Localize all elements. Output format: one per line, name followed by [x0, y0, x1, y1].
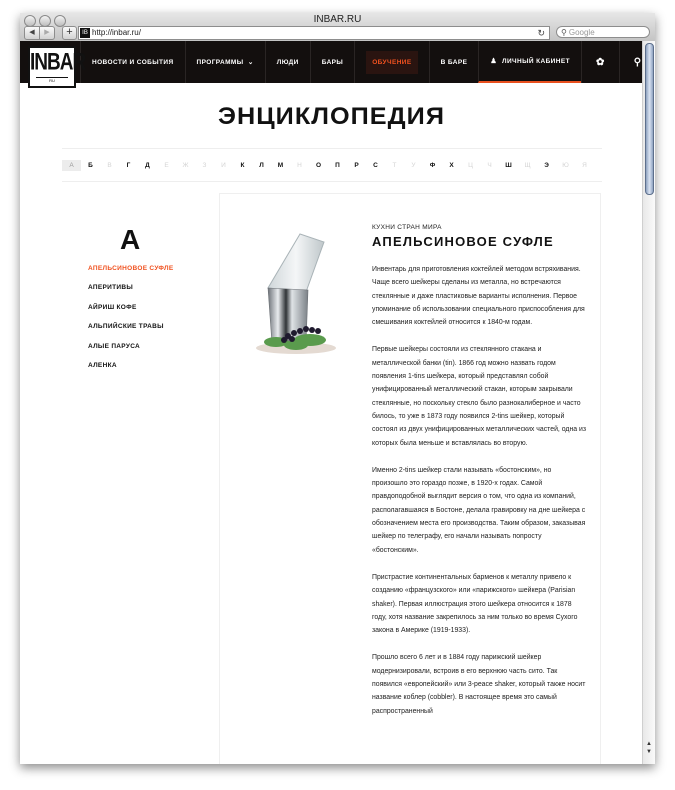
current-letter-heading: А [120, 224, 141, 255]
entry-link[interactable]: АЙРИШ КОФЕ [88, 303, 137, 311]
alphabet-letter: З [202, 161, 207, 169]
alphabet-letter: Ч [487, 161, 492, 169]
address-bar[interactable] [78, 26, 550, 40]
alphabet-letter: Щ [524, 161, 531, 169]
browser-toolbar [20, 26, 655, 41]
article-paragraph: Пристрастие континентальных барменов к металлу привело к созданию «французского» или «парижского» шейкера (Parisian shaker). Первая иллюстрация этого шейкера относится к 1878 году, хотя название закрепилось за ним только во время Сухого закона в Америке (1919-1933). [372, 573, 578, 635]
article-paragraph: Первые шейкеры состояли из стеклянного стакана и металлической банки (tin). 1866 год можно назвать годом появления 1-tins шейкера, который представлял собой унифицированный металлический стакан, которым закрывали стеклянные, но поскольку стекло было разнокалиберное и часто билось, то уже в 1873 году появился 2-tins шейкер, который состоял из двух унифицированных металлических частей, одна из которых была меньше и вставлялась во вторую. [372, 346, 587, 447]
alphabet-letter[interactable]: Д [145, 161, 150, 169]
logo-text: INBAR [30, 49, 86, 76]
entry-link[interactable]: АПЕРИТИВЫ [88, 284, 134, 292]
shaker-illustration [248, 226, 344, 356]
page-title: ЭНЦИКЛОПЕДИЯ [217, 103, 445, 130]
alphabet-letter[interactable]: Б [88, 161, 93, 169]
browser-search-input[interactable] [556, 26, 650, 38]
alphabet-letter: Т [392, 161, 397, 169]
nav-item-people[interactable] [265, 41, 310, 83]
add-bookmark-button[interactable]: + [62, 26, 77, 40]
nav-label: ПРОГРАММЫ [196, 58, 244, 66]
entry-link[interactable]: АЛЫЕ ПАРУСА [88, 342, 141, 350]
article-card [219, 193, 601, 764]
search-placeholder: Google [568, 28, 595, 37]
alphabet-letter[interactable]: С [373, 161, 378, 169]
alphabet-letter[interactable]: А [62, 160, 81, 171]
logo-subtext: RU [36, 77, 68, 84]
scrollbar-thumb[interactable] [645, 43, 654, 195]
alphabet-letter[interactable]: П [335, 161, 340, 169]
nav-label: БАРЫ [321, 58, 344, 66]
search-icon: ⚲ [633, 56, 642, 68]
alphabet-letter[interactable]: Г [126, 161, 131, 169]
nav-item-programs[interactable] [185, 41, 265, 83]
gear-icon: ✿ [595, 56, 605, 68]
vertical-scrollbar[interactable] [642, 41, 655, 764]
alphabet-letter[interactable]: Х [449, 161, 454, 169]
reload-icon[interactable]: ↻ [537, 28, 545, 38]
alphabet-letter: Н [297, 161, 302, 169]
article-category: КУХНИ СТРАН МИРА [372, 224, 442, 231]
entry-link[interactable]: АЛЬПИЙСКИЕ ТРАВЫ [88, 323, 164, 331]
nav-item-account[interactable] [478, 41, 581, 83]
alphabet-letter[interactable]: О [315, 161, 322, 169]
article-paragraph: Именно 2-tins шейкер стали называть «бостонским», но произошло это гораздо позже, в 1920-х годах. Самой правдоподобной выглядит версия о том, что одна из компаний, располагавшаяся в Бостоне, делала гравировку на дне шейкера с обозначением места его производства. Таким образом, заказывая шейкер по телеграфу, его начали называть попросту «бостонским». [372, 466, 586, 554]
site-favicon-icon: IB [80, 28, 90, 38]
entry-list [88, 265, 174, 381]
article-paragraph: Прошло всего 6 лет и в 1884 году парижский шейкер модернизировали, встроив в его верхнюю часть сито. Так появился «европейский» или 3-peace shaker, который также носит название коблер (cobbler). В настоящее время это самый распространенный [372, 654, 586, 715]
url-text: http://inbar.ru/ [92, 28, 141, 37]
entry-link[interactable]: АЛЕНКА [88, 361, 117, 369]
alphabet-letter[interactable]: К [240, 161, 245, 169]
article-paragraph: Инвентарь для приготовления коктейлей методом встряхивания. Чаще всего шейкеры сделаны из металла, но встречаются стеклянные и даже пластиковые варианты исполнения. Первое упоминание об использовании специального приспособления для смешивания коктейлей относится к 1840-м годам. [372, 266, 585, 327]
nav-item-in-bar[interactable] [429, 41, 479, 83]
nav-label: ОБУЧЕНИЕ [366, 51, 417, 74]
entry-link[interactable]: АПЕЛЬСИНОВОЕ СУФЛЕ [88, 265, 174, 272]
back-button[interactable]: ◀ [24, 26, 40, 40]
nav-item-news[interactable] [80, 41, 185, 83]
nav-label: В БАРЕ [440, 58, 468, 66]
browser-window [20, 13, 655, 764]
glass-icon [268, 234, 324, 292]
alphabet-letter: У [411, 161, 416, 169]
alphabet-letter: Ж [182, 161, 189, 169]
chevron-down-icon: ⌄ [247, 59, 254, 66]
article [372, 224, 587, 718]
site-navigation [20, 41, 643, 83]
article-title: АПЕЛЬСИНОВОЕ СУФЛЕ [372, 234, 554, 249]
nav-item-education[interactable] [354, 41, 428, 83]
alphabet-letter[interactable]: М [277, 161, 284, 169]
nav-label: НОВОСТИ И СОБЫТИЯ [92, 58, 174, 66]
forward-button[interactable]: ▶ [40, 26, 55, 40]
alphabet-letter: Ю [562, 161, 569, 169]
alphabet-letter: И [221, 161, 226, 169]
alphabet-letter[interactable]: Э [544, 161, 549, 169]
site-logo[interactable] [28, 46, 86, 88]
settings-button[interactable] [581, 41, 619, 83]
alphabet-letter[interactable]: Ф [429, 161, 436, 169]
alphabet-letter: Ц [468, 161, 473, 169]
search-icon: ⚲ [561, 28, 567, 37]
alphabet-letter: Е [164, 161, 169, 169]
window-title: INBAR.RU [313, 14, 362, 25]
page-viewport [20, 41, 643, 764]
alphabet-letter[interactable]: Р [354, 161, 359, 169]
browser-titlebar [20, 13, 655, 41]
nav-item-bars[interactable] [310, 41, 354, 83]
nav-label: ЛИЧНЫЙ КАБИНЕТ [502, 57, 570, 65]
user-icon: ♟ [490, 58, 497, 65]
alphabet-letter: Я [582, 161, 587, 169]
alphabet-letter[interactable]: Ш [505, 161, 512, 169]
nav-label: ЛЮДИ [276, 58, 299, 66]
site-search-button[interactable] [619, 41, 643, 83]
alphabet-letter: В [107, 161, 112, 169]
scroll-arrows[interactable]: ▲ ▼ [646, 741, 652, 755]
alphabet-filter [62, 148, 602, 182]
alphabet-letter[interactable]: Л [259, 161, 264, 169]
